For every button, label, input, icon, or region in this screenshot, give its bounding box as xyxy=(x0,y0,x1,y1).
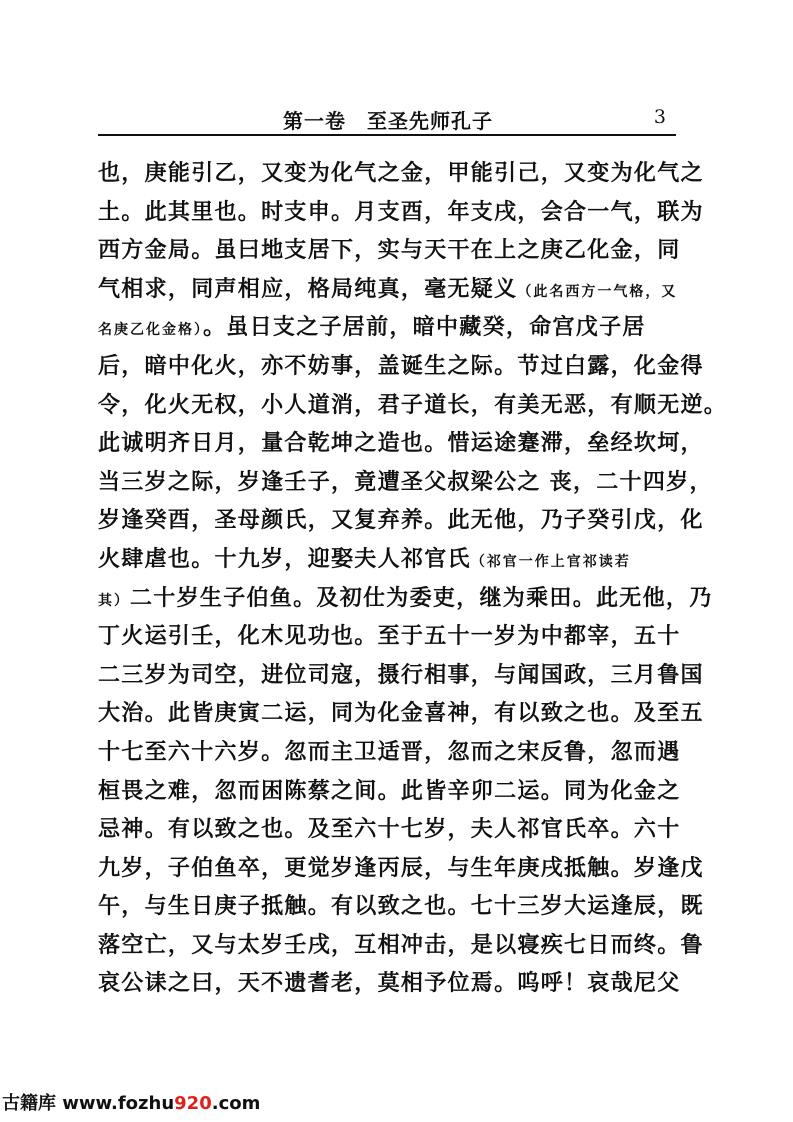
text-segment: 二三岁为司空，进位司寇，摄行相事，与闻国政，三月鲁国 xyxy=(98,662,704,688)
text-line xyxy=(98,773,688,812)
text-segment: 十七至六十六岁。忽而主卫适晋，忽而之宋反鲁，忽而遇 xyxy=(98,739,681,765)
text-segment: 丁火运引壬，化木见功也。至于五十一岁为中都宰，五十 xyxy=(98,624,681,650)
text-line xyxy=(98,155,704,194)
text-segment: 令，化火无权，小人道消，君子道长，有美无恶，有顺无逆。 xyxy=(98,392,728,418)
text-segment: 土。此其里也。时支申。月支酉，年支戌，会合一气，联为 xyxy=(98,199,704,225)
text-line xyxy=(98,888,704,927)
text-segment: 九岁，子伯鱼卒，更觉岁逢丙辰，与生年庚戌抵触。岁逢戊 xyxy=(98,855,704,881)
site-footer-watermark xyxy=(2,1089,260,1115)
text-line xyxy=(98,618,688,657)
text-line xyxy=(98,695,704,734)
text-line xyxy=(98,464,713,503)
text-line xyxy=(98,580,713,619)
text-segment: 。虽日支之子居前，暗中藏癸，命宫戊子居 xyxy=(203,315,646,341)
text-line xyxy=(98,541,688,580)
text-segment: 二十岁生子伯鱼。及初仕为委吏，继为乘田。此无他，乃 xyxy=(130,585,713,611)
text-line xyxy=(98,271,688,310)
url-prefix: www.fozhu xyxy=(56,1093,175,1114)
text-segment: 当三岁之际，岁逢壬子，竟遭圣父叔梁公之 丧，二十四岁， xyxy=(98,469,713,495)
body-text xyxy=(98,155,728,1004)
text-line xyxy=(98,425,704,464)
text-segment: 岁逢癸酉，圣母颜氏，又复弃养。此无他，乃子癸引戊，化 xyxy=(98,508,704,534)
text-segment: 午，与生日庚子抵触。有以致之也。七十三岁大运逢辰，既 xyxy=(98,894,704,920)
text-line xyxy=(98,657,704,696)
text-segment: 也，庚能引乙，又变为化气之金，甲能引己，又变为化气之 xyxy=(98,161,704,186)
text-line xyxy=(98,387,728,426)
page-header xyxy=(98,102,676,136)
text-segment: 此诚明齐日月，量合乾坤之造也。惜运途蹇滞，垒经坎坷， xyxy=(98,431,704,457)
page-number: 3 xyxy=(653,106,666,128)
chapter-title: 第一卷 至圣先师孔子 xyxy=(283,109,493,133)
text-line xyxy=(98,734,688,773)
url-suffix: .com xyxy=(211,1093,261,1114)
text-line xyxy=(98,965,688,1004)
url-number: 920 xyxy=(174,1093,212,1114)
annotation-note: （此名西方一气格，又 xyxy=(517,283,678,300)
text-line xyxy=(98,194,704,233)
text-line xyxy=(98,850,704,889)
text-segment: 哀公诔之曰，天不遗耆老，莫相予位焉。呜呼！哀哉尼父 xyxy=(98,971,681,997)
text-line xyxy=(98,232,688,271)
text-line xyxy=(98,811,688,850)
text-segment: 西方金局。虽曰地支居下，实与天干在上之庚乙化金，同 xyxy=(98,238,681,264)
text-line xyxy=(98,927,704,966)
annotation-note: 其） xyxy=(98,592,130,609)
text-segment: 火肆虐也。十九岁，迎娶夫人祁官氏 xyxy=(98,546,471,572)
text-segment: 忌神。有以致之也。及至六十七岁，夫人祁官氏卒。六十 xyxy=(98,817,681,843)
text-segment: 大治。此皆庚寅二运，同为化金喜神，有以致之也。及至五 xyxy=(98,701,704,727)
text-segment: 桓畏之难，忽而困陈蔡之间。此皆辛卯二运。同为化金之 xyxy=(98,778,681,804)
text-line xyxy=(98,348,704,387)
text-line xyxy=(98,309,688,348)
annotation-note: （祁官一作上官祁读若 xyxy=(470,553,631,570)
text-segment: 气相求，同声相应，格局纯真，毫无疑义 xyxy=(98,276,518,302)
text-segment: 落空亡，又与太岁壬戌，互相冲击，是以寝疾七日而终。鲁 xyxy=(98,932,704,958)
annotation-note: 名庚乙化金格） xyxy=(98,322,203,339)
text-line xyxy=(98,502,704,541)
text-segment: 后，暗中化火，亦不妨事，盖诞生之际。节过白露，化金得 xyxy=(98,353,704,379)
site-name: 古籍库 xyxy=(2,1093,56,1114)
